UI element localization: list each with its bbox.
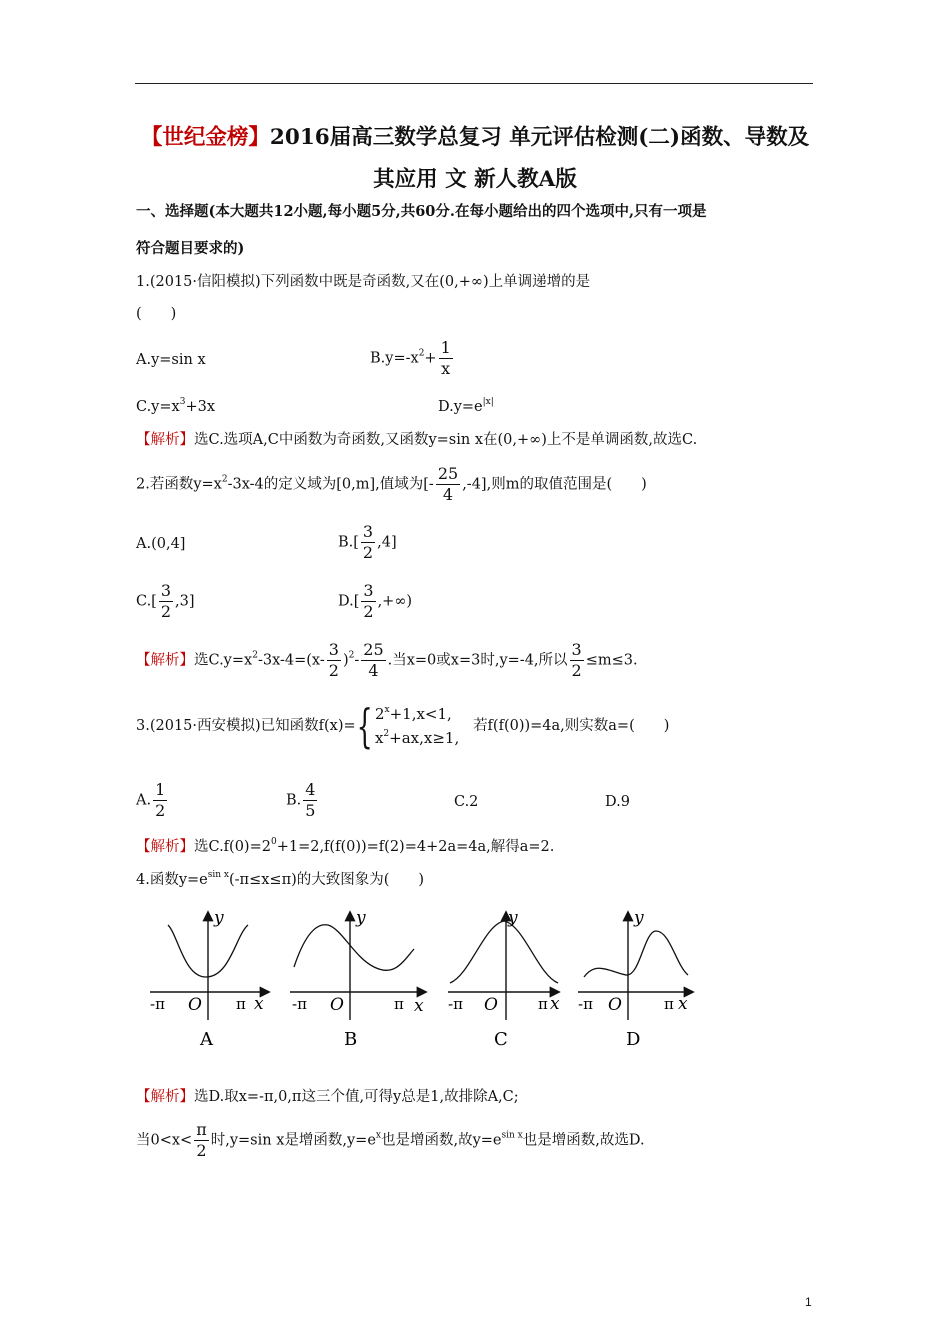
graph-d: [578, 908, 692, 1050]
section-heading: 一、选择题(本大题共12小题,每小题5分,共60分.在每小题给出的四个选项中,只有一项是: [136, 203, 707, 220]
svg-text:-π: -π: [578, 995, 593, 1013]
svg-text:O: O: [608, 995, 622, 1015]
q3-option-c: C.2: [454, 794, 479, 810]
analysis-tag: 【解析】: [136, 432, 194, 448]
q3-stem: 3.(2015·西安模拟)已知函数f(x)={ $2^x+1,x<1$, $x^2+ax,x\ge 1$, 若f(f(0))=4a,则实数a=( ): [136, 699, 670, 753]
q3-option-b: B. $\frac{4}{5}$: [286, 780, 316, 820]
svg-text:x: x: [678, 994, 688, 1014]
svg-text:y: y: [508, 908, 518, 928]
svg-text:A: A: [200, 1029, 213, 1050]
svg-text:O: O: [330, 995, 344, 1015]
svg-text:x: x: [414, 996, 424, 1016]
q4-graph-options: [150, 905, 710, 1055]
title-brand: 【世纪金榜】: [140, 125, 270, 150]
svg-text:-π: -π: [292, 995, 307, 1013]
q3-option-a: A. $\frac{1}{2}$: [136, 780, 166, 820]
q1-option-b: $B.y=-x^2+$ $\frac{1}{x}$: [370, 338, 451, 378]
piecewise-cases: $2^x+1,x<1$, $x^2+ax,x\ge 1$,: [374, 705, 460, 747]
svg-text:π: π: [538, 995, 548, 1013]
curve-d: [584, 931, 688, 977]
header-rule: [135, 83, 813, 84]
q1-answer-paren: ( ): [136, 306, 177, 322]
section-heading-cont: 符合题目要求的): [136, 240, 245, 257]
q1-analysis: 【解析】选C.选项A,C中函数为奇函数,又函数y=sin x在(0,+∞)上不是单调函数,故选C.: [136, 432, 698, 448]
q4-analysis: 【解析】选D.取x=-π,0,π这三个值,可得y总是1,故排除A,C;: [136, 1089, 519, 1105]
svg-text:D: D: [626, 1029, 641, 1050]
q3-option-d: D.9: [605, 794, 630, 810]
svg-text:π: π: [664, 995, 674, 1013]
q2-option-a: A.(0,4]: [136, 536, 186, 552]
graph-c: [448, 908, 560, 1050]
graph-b: [290, 908, 425, 1050]
q1-option-a: A.y=sin x: [136, 352, 206, 368]
svg-text:O: O: [484, 995, 498, 1015]
q4-analysis-cont: 当0<x< $\frac{\pi}{2}$ 时,y=sin x是增函数$,y=e^x$也是增函数,故$y=e^{sin x}$也是增函数,故选D.: [136, 1120, 645, 1160]
graph-a: [150, 908, 268, 1050]
q4-stem: 4.函数$y=e^{sin x}(-\pi\le x\le\pi)$的大致图象为( ): [136, 870, 425, 888]
fraction: $\frac{1}{x}$: [440, 338, 451, 378]
svg-text:y: y: [634, 908, 644, 928]
svg-text:-π: -π: [448, 995, 463, 1013]
q3-analysis: 【解析】选$C.f(0)=2^0+1=2,f(f(0))=f(2)=4+2a=4a$,解得a=2.: [136, 837, 555, 855]
svg-text:C: C: [494, 1029, 508, 1050]
svg-text:y: y: [356, 908, 366, 928]
svg-text:x: x: [254, 994, 264, 1014]
q1-stem: 1.(2015·信阳模拟)下列函数中既是奇函数,又在(0,+∞)上单调递增的是: [136, 274, 591, 290]
q2-option-b: B.[ $\frac{3}{2}$ ,4]: [338, 522, 397, 562]
q2-option-c: C.[ $\frac{3}{2}$ ,3]: [136, 581, 195, 621]
q2-stem: 2.若函数$y=x^2-3x-4$的定义域为[0,m],值域为[- $\frac{25}{4}$ ,-4],则m的取值范围是( ): [136, 464, 647, 504]
q1-option-d: $D.y=e^{|x|}$: [438, 397, 494, 415]
svg-text:-π: -π: [150, 995, 165, 1013]
svg-text:B: B: [344, 1029, 358, 1050]
svg-text:y: y: [214, 908, 224, 928]
curve-c: [450, 921, 558, 983]
q2-option-d: D.[ $\frac{3}{2}$ ,+∞): [338, 581, 413, 621]
svg-text:O: O: [188, 995, 202, 1015]
svg-text:π: π: [236, 995, 246, 1013]
q2-analysis: 【解析】选$C.y=x^2-3x-4=(x-$ $\frac{3}{2}$ )$^2$- $\frac{25}{4}$ .当x=0或x=3时,y=-4,所以 $\frac{3}{2}$ ≤m≤3.: [136, 640, 638, 680]
page-title: 【世纪金榜】2016届高三数学总复习 单元评估检测(二)函数、导数及 其应用 文 新人教A版: [140, 125, 810, 192]
curve-b: [294, 925, 414, 971]
q1-option-c: $C.y=x^3+3x$: [136, 397, 216, 415]
fraction: $\frac{25}{4}$: [437, 464, 459, 504]
page-number: 1: [805, 1295, 812, 1309]
svg-text:x: x: [550, 994, 560, 1014]
svg-text:π: π: [394, 995, 404, 1013]
